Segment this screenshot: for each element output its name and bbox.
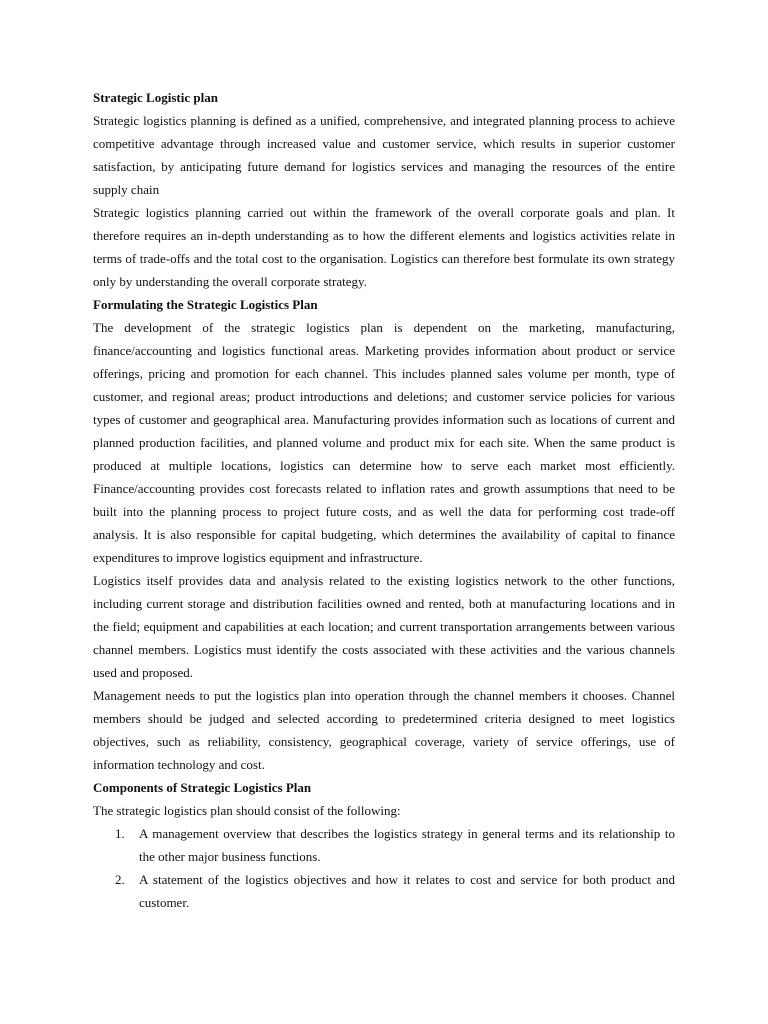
paragraph: Management needs to put the logistics plan into operation through the channel members it chooses. Channel members should be judged and selected according to predetermined criteria designed to meet logistics objectives, such as reliability, consistency, geographical coverage, variety of service offerings, use of information technology and cost. (93, 688, 675, 772)
section-heading-components: Components of Strategic Logistics Plan (93, 780, 312, 795)
paragraph: The development of the strategic logistics plan is dependent on the marketing, manufacturing, finance/accounting and logistics functional areas. Marketing provides information about product or service offerings, pricing and promotion for each channel. This includes planned sales volume per month, type of customer, and regional areas; product introductions and deletions; and customer service policies for various types of customer and geographical area. Manufacturing provides information such as locations of current and planned production facilities, and planned volume and product mix for each site. When the same product is produced at multiple locations, logistics can determine how to serve each market most efficiently. Finance/accounting provides cost forecasts related to inflation rates and growth assumptions that need to be built into the planning process to project future costs, and as well the data for performing cost trade-off analysis. It is also responsible for capital budgeting, which determines the availability of capital to finance expenditures to improve logistics equipment and infrastructure. (93, 320, 675, 565)
paragraph: Logistics itself provides data and analysis related to the existing logistics network to the other functions, including current storage and distribution facilities owned and rented, both at manufacturing locations and in the field; equipment and capabilities at each location; and current transportation arrangements between various channel members. Logistics must identify the costs associated with these activities and the various channels used and proposed. (93, 573, 675, 680)
list-item-number: 2. (115, 872, 125, 887)
components-list (93, 822, 675, 914)
list-item (93, 868, 675, 914)
list-item-text: A statement of the logistics objectives and how it relates to cost and service for both product and customer. (139, 872, 675, 910)
paragraph: Strategic logistics planning carried out within the framework of the overall corporate goals and plan. It therefore requires an in-depth understanding as to how the different elements and logistics activities relate in terms of trade-offs and the total cost to the organisation. Logistics can therefore best formulate its own strategy only by understanding the overall corporate strategy. (93, 205, 675, 289)
list-item-text: A management overview that describes the logistics strategy in general terms and its relationship to the other major business functions. (139, 826, 675, 864)
list-intro: The strategic logistics plan should consist of the following: (93, 803, 401, 818)
list-item (93, 822, 675, 868)
section-heading-formulating: Formulating the Strategic Logistics Plan (93, 297, 318, 312)
section-heading-strategic-logistic-plan: Strategic Logistic plan (93, 90, 218, 105)
document-page (93, 86, 675, 914)
paragraph: Strategic logistics planning is defined as a unified, comprehensive, and integrated planning process to achieve competitive advantage through increased value and customer service, which results in superior customer satisfaction, by anticipating future demand for logistics services and managing the resources of the entire supply chain (93, 113, 675, 197)
list-item-number: 1. (115, 826, 125, 841)
